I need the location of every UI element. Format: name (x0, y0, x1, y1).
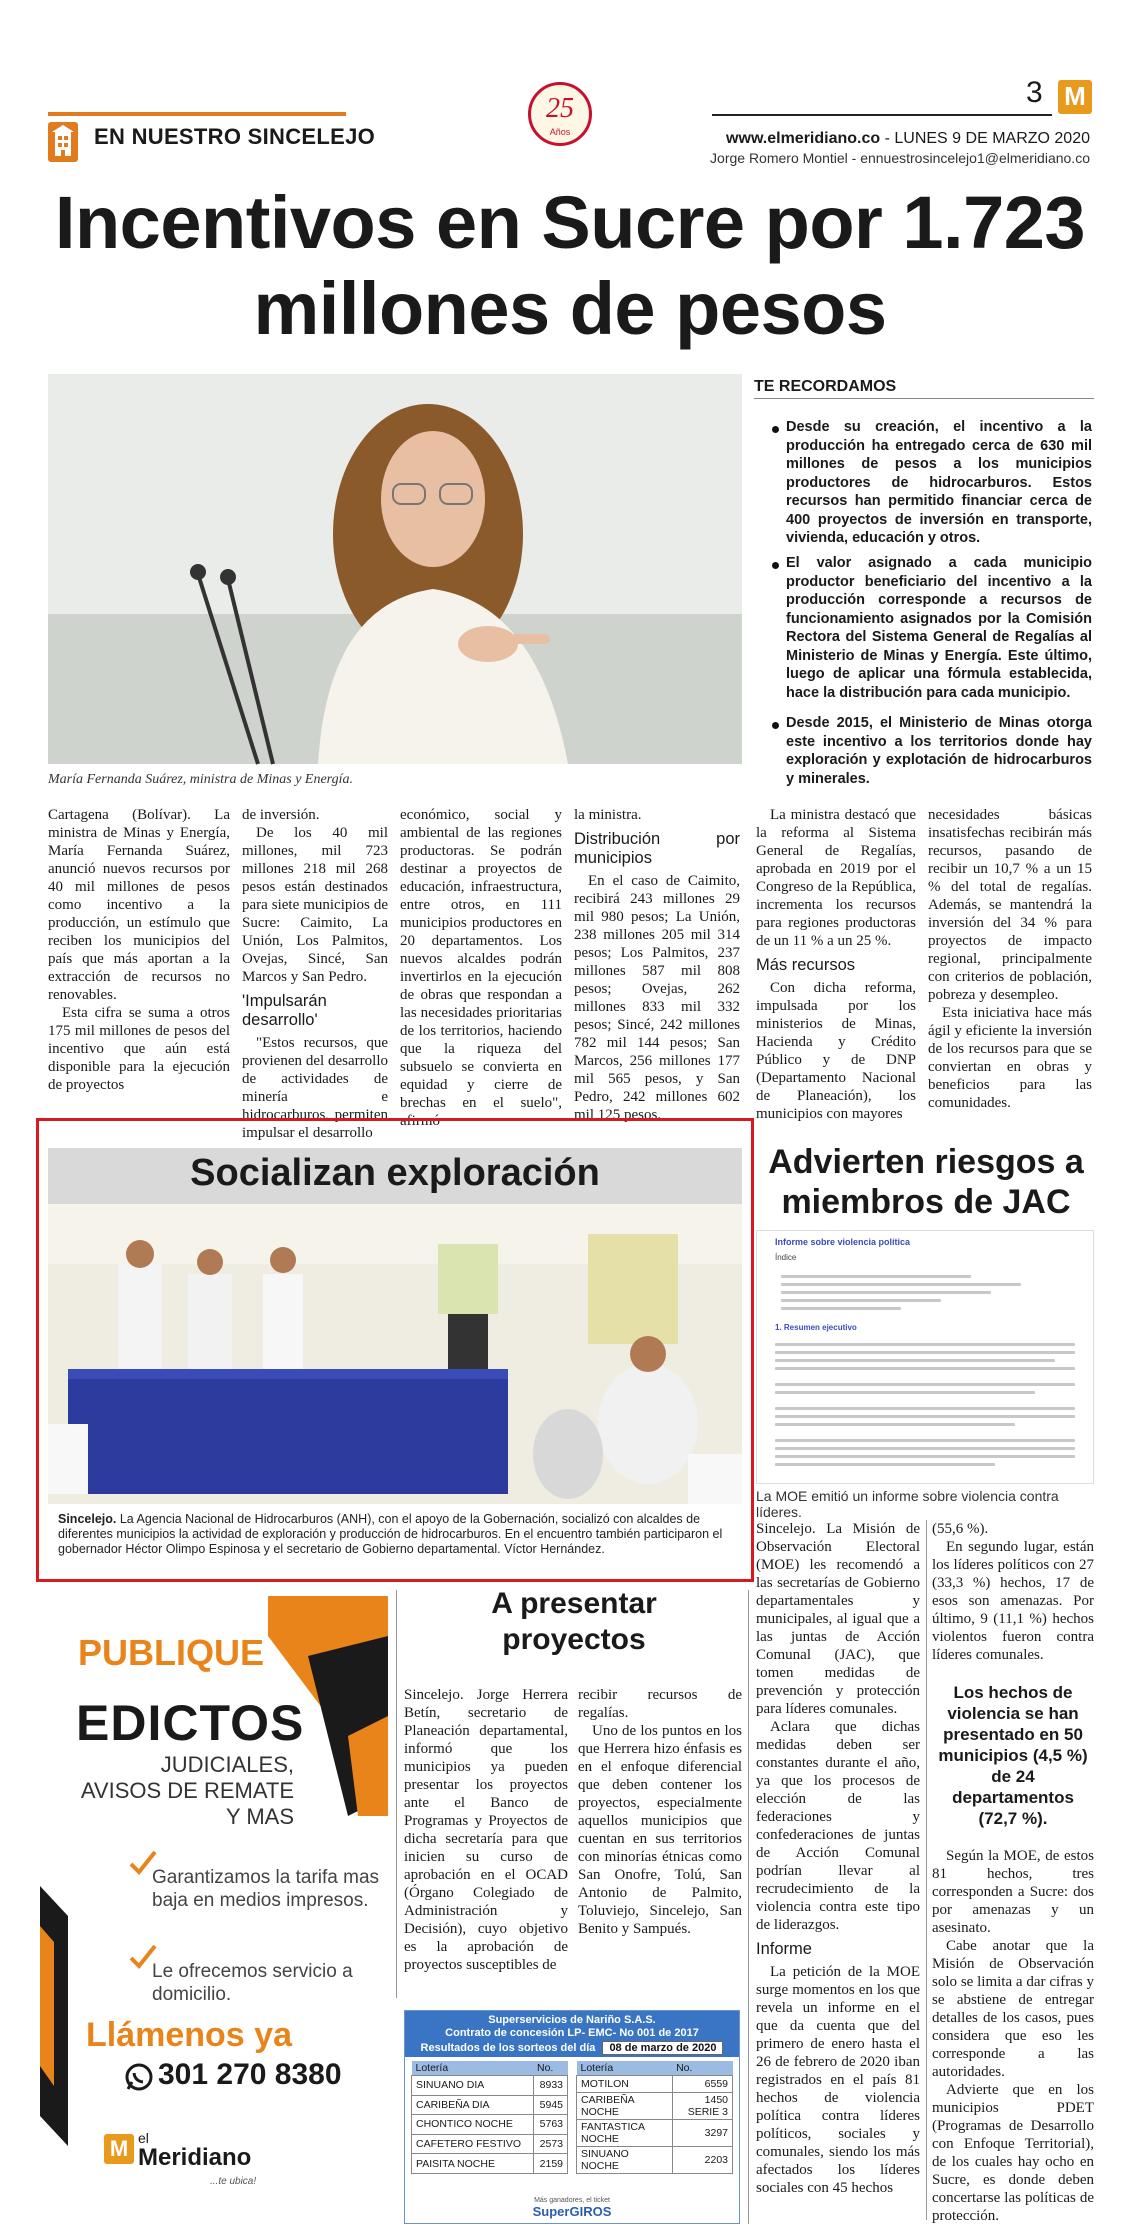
sidebar-rule (754, 398, 1094, 399)
section-icon (48, 122, 78, 162)
bullet-dot (772, 722, 779, 729)
main-col4-p1: la ministra. (574, 807, 642, 823)
proyectos-col-2 (578, 1686, 742, 2000)
lottery-number: 8933 (533, 2076, 568, 2096)
main-col3-p1: económico, social y ambiental de las regiones productoras. Se podrán destinar a proyectos de educación, infraestructura, entre otros, en 111 municipios productores en 20 departamentos. Los nuevos alcaldes podrán invertirlos en la ejecución de obras que respondan a las necesidades prioritarias de los territorios, haciendo que la riqueza del subsuelo se convierta en equidad y cierre de brechas en el suelo", afirmó (400, 807, 562, 1129)
jac-photo-caption: La MOE emitió un informe sobre violencia contra líderes. (756, 1488, 1059, 1520)
doc-line (781, 1291, 991, 1294)
proyectos-col-1 (404, 1686, 568, 2000)
table-row (412, 2154, 568, 2174)
anniversary-seal (528, 82, 592, 146)
ad-benefit-1: Garantizamos la tarifa mas baja en medios impresos. (152, 1867, 380, 1911)
col-header-lottery: Lotería (412, 2061, 534, 2076)
ad-cta: Llámenos ya (86, 2016, 292, 2054)
col-header-no: No. (533, 2061, 568, 2076)
doc-line (781, 1299, 941, 1302)
lottery-tables (405, 2057, 739, 2174)
meridiano-logo: M (1058, 80, 1092, 114)
proyectos-col2-p1: recibir recursos de regalías. (578, 1687, 742, 1721)
doc-line (775, 1383, 1075, 1386)
main-article-col-1 (48, 806, 230, 1122)
lottery-footer-brand: SuperGIROS (532, 2204, 612, 2219)
jac-col2-p3: Según la MOE, de estos 81 hechos, tres corresponden a Sucre: dos por amenazas y un asesinato. (932, 1848, 1094, 1936)
lottery-name: PAISITA NOCHE (412, 2154, 534, 2174)
jac-col2-p4: Cabe anotar que la Misión de Observación solo se limita a dar cifras y se abstiene de entregar detalles de los casos, pues considera que eso les corresponde a las autoridades. (932, 1938, 1094, 2080)
main-article-col-6 (928, 806, 1092, 1122)
main-col1-p1: Cartagena (Bolívar). La ministra de Minas y Energía, María Fernanda Suárez, anunció nuevos recursos por 40 mil millones de pesos como incentivo a la producción, un estímulo que reciben los municipios del país que más aportan a la extracción de recursos no renovables. (48, 807, 230, 1003)
lottery-footer (405, 2197, 739, 2219)
doc-line (781, 1275, 971, 1278)
lottery-number: 3297 (672, 2120, 732, 2147)
doc-line (775, 1455, 1075, 1458)
bullet-dot (772, 426, 779, 433)
jac-col1-subhead: Informe (756, 1940, 812, 1958)
page-number: 3 (1026, 76, 1043, 109)
header-rule (712, 114, 1052, 116)
main-headline: Incentivos en Sucre por 1.723 millones de pesos (54, 181, 1086, 350)
date-text: LUNES 9 DE MARZO 2020 (894, 130, 1090, 147)
socializan-title: Socializan exploración (190, 1152, 600, 1194)
lottery-number: 2203 (672, 2147, 732, 2174)
lottery-company: Superservicios de Nariño S.A.S. (488, 2014, 656, 2026)
doc-line (781, 1283, 1021, 1286)
doc-line (775, 1367, 1075, 1370)
doc-subtitle: Índice (775, 1253, 797, 1262)
main-col5-p1: La ministra destacó que la reforma al Sistema General de Regalías, aprobada en 2019 por el Congreso de la República, incrementa los recursos para regiones productoras de un 11 % a un 25 %. (756, 807, 916, 949)
sidebar-bullet-3: Desde 2015, el Ministerio de Minas otorga este incentivo a los territorios donde hay exploración y explotación de hidrocarburos y minerales. (786, 715, 1092, 787)
jac-col1-p2: Aclara que dichas medidas deben ser constantes durante el año, ya que los procesos de elección de las federaciones y confederaciones de juntas de Acción Comunal podrían llevar al recrudecimiento de la violencia contra este tipo de liderazgos. (756, 1719, 920, 1933)
doc-line (775, 1407, 1075, 1410)
doc-title: Informe sobre violencia política (775, 1237, 911, 1247)
lottery-name: FANTASTICA NOCHE (577, 2120, 673, 2147)
ad-avisos: AVISOS DE REMATE (80, 1778, 294, 1803)
lottery-contract: Contrato de concesión LP- EMC- No 001 de 2017 (445, 2027, 699, 2039)
ad-judiciales: JUDICIALES, (160, 1752, 294, 1777)
column-divider (748, 1590, 749, 2224)
sidebar-bullet-1: Desde su creación, el incentivo a la producción ha entregado cerca de 630 mil millones de pesos a los municipios productores de hidrocarburos. Estos recursos han permitido financiar cerca de 400 proyectos de inversión en transporte, vivienda, educación y otros. (786, 419, 1092, 546)
lottery-number: 1450 SERIE 3 (672, 2093, 732, 2120)
table-row (577, 2120, 733, 2147)
jac-col2-p2: En segundo lugar, están los líderes políticos con 27 (33,3 %) hechos, 17 de esos son amenazas. Por último, 9 (11,1 %) hechos violentos fueron contra líderes comunales. (932, 1539, 1094, 1663)
section-rule (48, 112, 346, 116)
lottery-number: 2573 (533, 2134, 568, 2154)
main-photo-caption: María Fernanda Suárez, ministra de Minas y Energía. (48, 772, 353, 787)
lottery-name: CAFETERO FESTIVO (412, 2134, 534, 2154)
main-col6-p2: Esta iniciativa hace más ágil y eficiente la inversión de los recursos para que se conviertan en obras y beneficios para las comunidades. (928, 1005, 1092, 1111)
lottery-number: 2159 (533, 2154, 568, 2174)
lottery-results-row (405, 2042, 739, 2055)
ad-brand-el: el (138, 2130, 149, 2146)
building-icon (48, 122, 78, 162)
doc-line (781, 1307, 901, 1310)
lottery-table-right (576, 2061, 733, 2174)
table-header-row (577, 2061, 733, 2076)
jac-pullquote: Los hechos de violencia se han presentado en 50 municipios (4,5 %) de 24 departamentos (72,7 %). (938, 1683, 1088, 1828)
ad-ymas: Y MAS (225, 1804, 294, 1829)
column-divider (926, 1520, 927, 2220)
main-col2-subhead: 'Impulsarán desarrollo' (242, 992, 327, 1029)
ad-brand-name: Meridiano (138, 2144, 252, 2171)
main-col6-p1: necesidades básicas insatisfechas recibirán más recursos, pasando de recibir un 10,7 % a un 15 % del total de regalías. Además, se mantendrá la inversión del 34 % para proyectos de impacto regional, principalmente con criterios de población, pobreza y desempleo. (928, 807, 1092, 1003)
ad-publique: PUBLIQUE (78, 1632, 265, 1673)
doc-line (775, 1359, 1055, 1362)
table-row (412, 2076, 568, 2096)
seal-subtext: Años (549, 127, 571, 137)
socializan-caption-text: La Agencia Nacional de Hidrocarburos (ANH), con el apoyo de la Gobernación, socializó con alcaldes de diferentes municipios la actividad de exploración y producción de hidrocarburos. En el encuentro también participaron el gobernador Héctor Olimpo Espinosa y el secretario de Gobierno departamental. Víctor Hernández. (58, 1512, 723, 1556)
meeting-photo-illustration (48, 1204, 742, 1504)
lottery-results-label: Resultados de los sorteos del día (420, 2042, 596, 2054)
lottery-number: 6559 (672, 2076, 732, 2093)
jac-col1-p1: Sincelejo. La Misión de Observación Electoral (MOE) les recomendó a las secretarías de Gobierno departamentales y municipales, al igual que a las juntas de Acción Comunal (JAC), que tomen medidas de prevención y protección para líderes comunales. (756, 1521, 920, 1717)
lottery-table-left (411, 2061, 568, 2174)
jac-col1-p3: La petición de la MOE surge momentos en los que revela un informe en el que da cuenta que del primero de enero hasta el 26 de febrero de 2020 iban registrados en el país 81 hechos de violencia política contra líderes políticos, sociales y comunales, siendo los más afectados los líderes sociales con 45 hechos (756, 1964, 920, 2196)
table-row (577, 2093, 733, 2120)
main-article-col-2 (242, 806, 388, 1141)
lottery-number: 5945 (533, 2095, 568, 2115)
main-col2-p2: De los 40 mil millones, mil 723 millones 218 mil 268 pesos están destinados para siete municipios de Sucre: Caimito, La Unión, Los Palmitos, Ovejas, Sincé, San Marcos y San Pedro. (242, 825, 388, 985)
lottery-name: SINUANO NOCHE (577, 2147, 673, 2174)
jac-col-2 (932, 1520, 1094, 2224)
col-header-no: No. (672, 2061, 732, 2076)
main-col5-subhead: Más recursos (756, 956, 856, 974)
main-col4-p2: En el caso de Caimito, recibirá 243 millones 29 mil 980 pesos; La Unión, 238 millones 205 mil 314 pesos; Los Palmitos, 237 millones 587 mil 808 pesos; Ovejas, 262 millones 833 mil 332 pesos; Sincé, 242 millones 782 mil 144 pesos; San Marcos, 256 millones 177 mil 565 pesos, y San Pedro, 242 millones 602 mil 125 pesos. (574, 873, 740, 1123)
lottery-results (404, 2010, 740, 2224)
header-dateline: www.elmeridiano.co - LUNES 9 DE MARZO 2020 (726, 130, 1090, 147)
jac-col-1 (756, 1520, 920, 2224)
whatsapp-icon (124, 2062, 154, 2092)
moe-report-thumbnail (756, 1230, 1094, 1484)
jac-col2-p1: (55,6 %). (932, 1521, 989, 1537)
main-article-col-3 (400, 806, 562, 1129)
main-photo (48, 374, 742, 764)
lottery-header (405, 2011, 739, 2057)
ad-brand-logo: M (104, 2134, 134, 2164)
proyectos-headline: A presentar proyectos (491, 1587, 657, 1656)
main-col2-p3: "Estos recursos, que provienen del desarrollo de actividades de minería e hidrocarburos, permiten impulsar el desarrollo (242, 1035, 388, 1141)
table-row (412, 2115, 568, 2135)
socializan-caption (58, 1512, 734, 1557)
website-text: www.elmeridiano.co (726, 130, 881, 147)
socializan-caption-lead: Sincelejo. (58, 1512, 117, 1526)
table-row (412, 2134, 568, 2154)
lottery-date: 08 de marzo de 2020 (602, 2041, 723, 2055)
editor-line: Jorge Romero Montiel - ennuestrosincelejo1@elmeridiano.co (710, 150, 1090, 166)
seal-number: 25 (546, 93, 574, 124)
doc-line (775, 1351, 1075, 1354)
jac-headline: Advierten riesgos a miembros de JAC (768, 1143, 1084, 1221)
table-header-row (412, 2061, 568, 2076)
doc-line (775, 1343, 1075, 1346)
proyectos-col2-p2: Uno de los puntos en los que Herrera hizo énfasis es en el enfoque diferencial que deben contener los proyectos, especialmente aquellos municipios que cuentan en sus territorios con minorías étnicas como San Onofre, Tolú, San Antonio de Palmito, Toluviejo, Sincelejo, San Benito y Sampués. (578, 1723, 742, 1937)
main-col2-p1: de inversión. (242, 807, 320, 823)
lottery-number: 5763 (533, 2115, 568, 2135)
doc-section: 1. Resumen ejecutivo (775, 1323, 857, 1332)
doc-line (775, 1391, 1035, 1394)
jac-col2-p5: Advierte que en los municipios PDET (Programas de Desarrollo con Enfoque Territorial), de los cuales hay ocho en Sucre, es donde deben concertarse las políticas de protección. (932, 2082, 1094, 2224)
lottery-name: CHONTICO NOCHE (412, 2115, 534, 2135)
bullet-dot (772, 562, 779, 569)
doc-line (775, 1439, 1075, 1442)
sidebar-bullet-2: El valor asignado a cada municipio productor beneficiario del incentivo a la producción corresponde a recursos de funcionamiento asignados por la Comisión Rectora del Sistema General de Regalías al Ministerio de Minas y Energía. Este último, luego de aplicar una fórmula establecida, hace la distribución para cada municipio. (786, 555, 1092, 701)
col-header-lottery: Lotería (577, 2061, 673, 2076)
lottery-name: CARIBEÑA DIA (412, 2095, 534, 2115)
main-col4-subhead: Distribución por municipios (574, 830, 740, 867)
table-row (577, 2076, 733, 2093)
column-divider (396, 1590, 397, 1998)
ad-brand-tagline: ...te ubica! (210, 2176, 257, 2187)
minister-photo-illustration (48, 374, 742, 764)
doc-line (775, 1423, 1015, 1426)
lottery-name: CARIBEÑA NOCHE (577, 2093, 673, 2120)
lottery-footer-small: Más ganadores, el ticket (534, 2197, 610, 2204)
ad-benefit-2: Le ofrecemos servicio a domicilio. (152, 1961, 353, 2005)
ad-phone[interactable]: 301 270 8380 (158, 2058, 342, 2091)
doc-line (775, 1463, 995, 1466)
socializan-photo (48, 1204, 742, 1504)
main-article-col-4 (574, 806, 740, 1122)
section-label: EN NUESTRO SINCELEJO (94, 124, 376, 149)
ad-edictos: EDICTOS (76, 1695, 305, 1751)
sidebar-title: TE RECORDAMOS (754, 378, 897, 395)
table-row (412, 2095, 568, 2115)
edictos-ad (40, 1596, 388, 2226)
lottery-name: SINUANO DIA (412, 2076, 534, 2096)
main-col5-p2: Con dicha reforma, impulsada por los ministerios de Minas, Hacienda y Crédito Público y de DNP (Departamento Nacional de Planeación), los municipios con mayores (756, 980, 916, 1122)
lottery-name: MOTILON (577, 2076, 673, 2093)
proyectos-col1-p1: Sincelejo. Jorge Herrera Betín, secretario de Planeación departamental, informó que los municipios ya pueden presentar los proyectos ante el Banco de Programas y Proyectos de dicha secretaría para que inicien su curso de aprobación en el OCAD (Órgano Colegiado de Administración y Decisión), cuyo objetivo es la aprobación de proyectos susceptibles de (404, 1687, 568, 1973)
table-row (577, 2147, 733, 2174)
main-article-col-5 (756, 806, 916, 1122)
doc-line (775, 1447, 1075, 1450)
doc-line (775, 1415, 1075, 1418)
main-col1-p2: Esta cifra se suma a otros 175 mil millones de pesos del incentivo que aún está disponible para la ejecución de proyectos (48, 1005, 230, 1093)
